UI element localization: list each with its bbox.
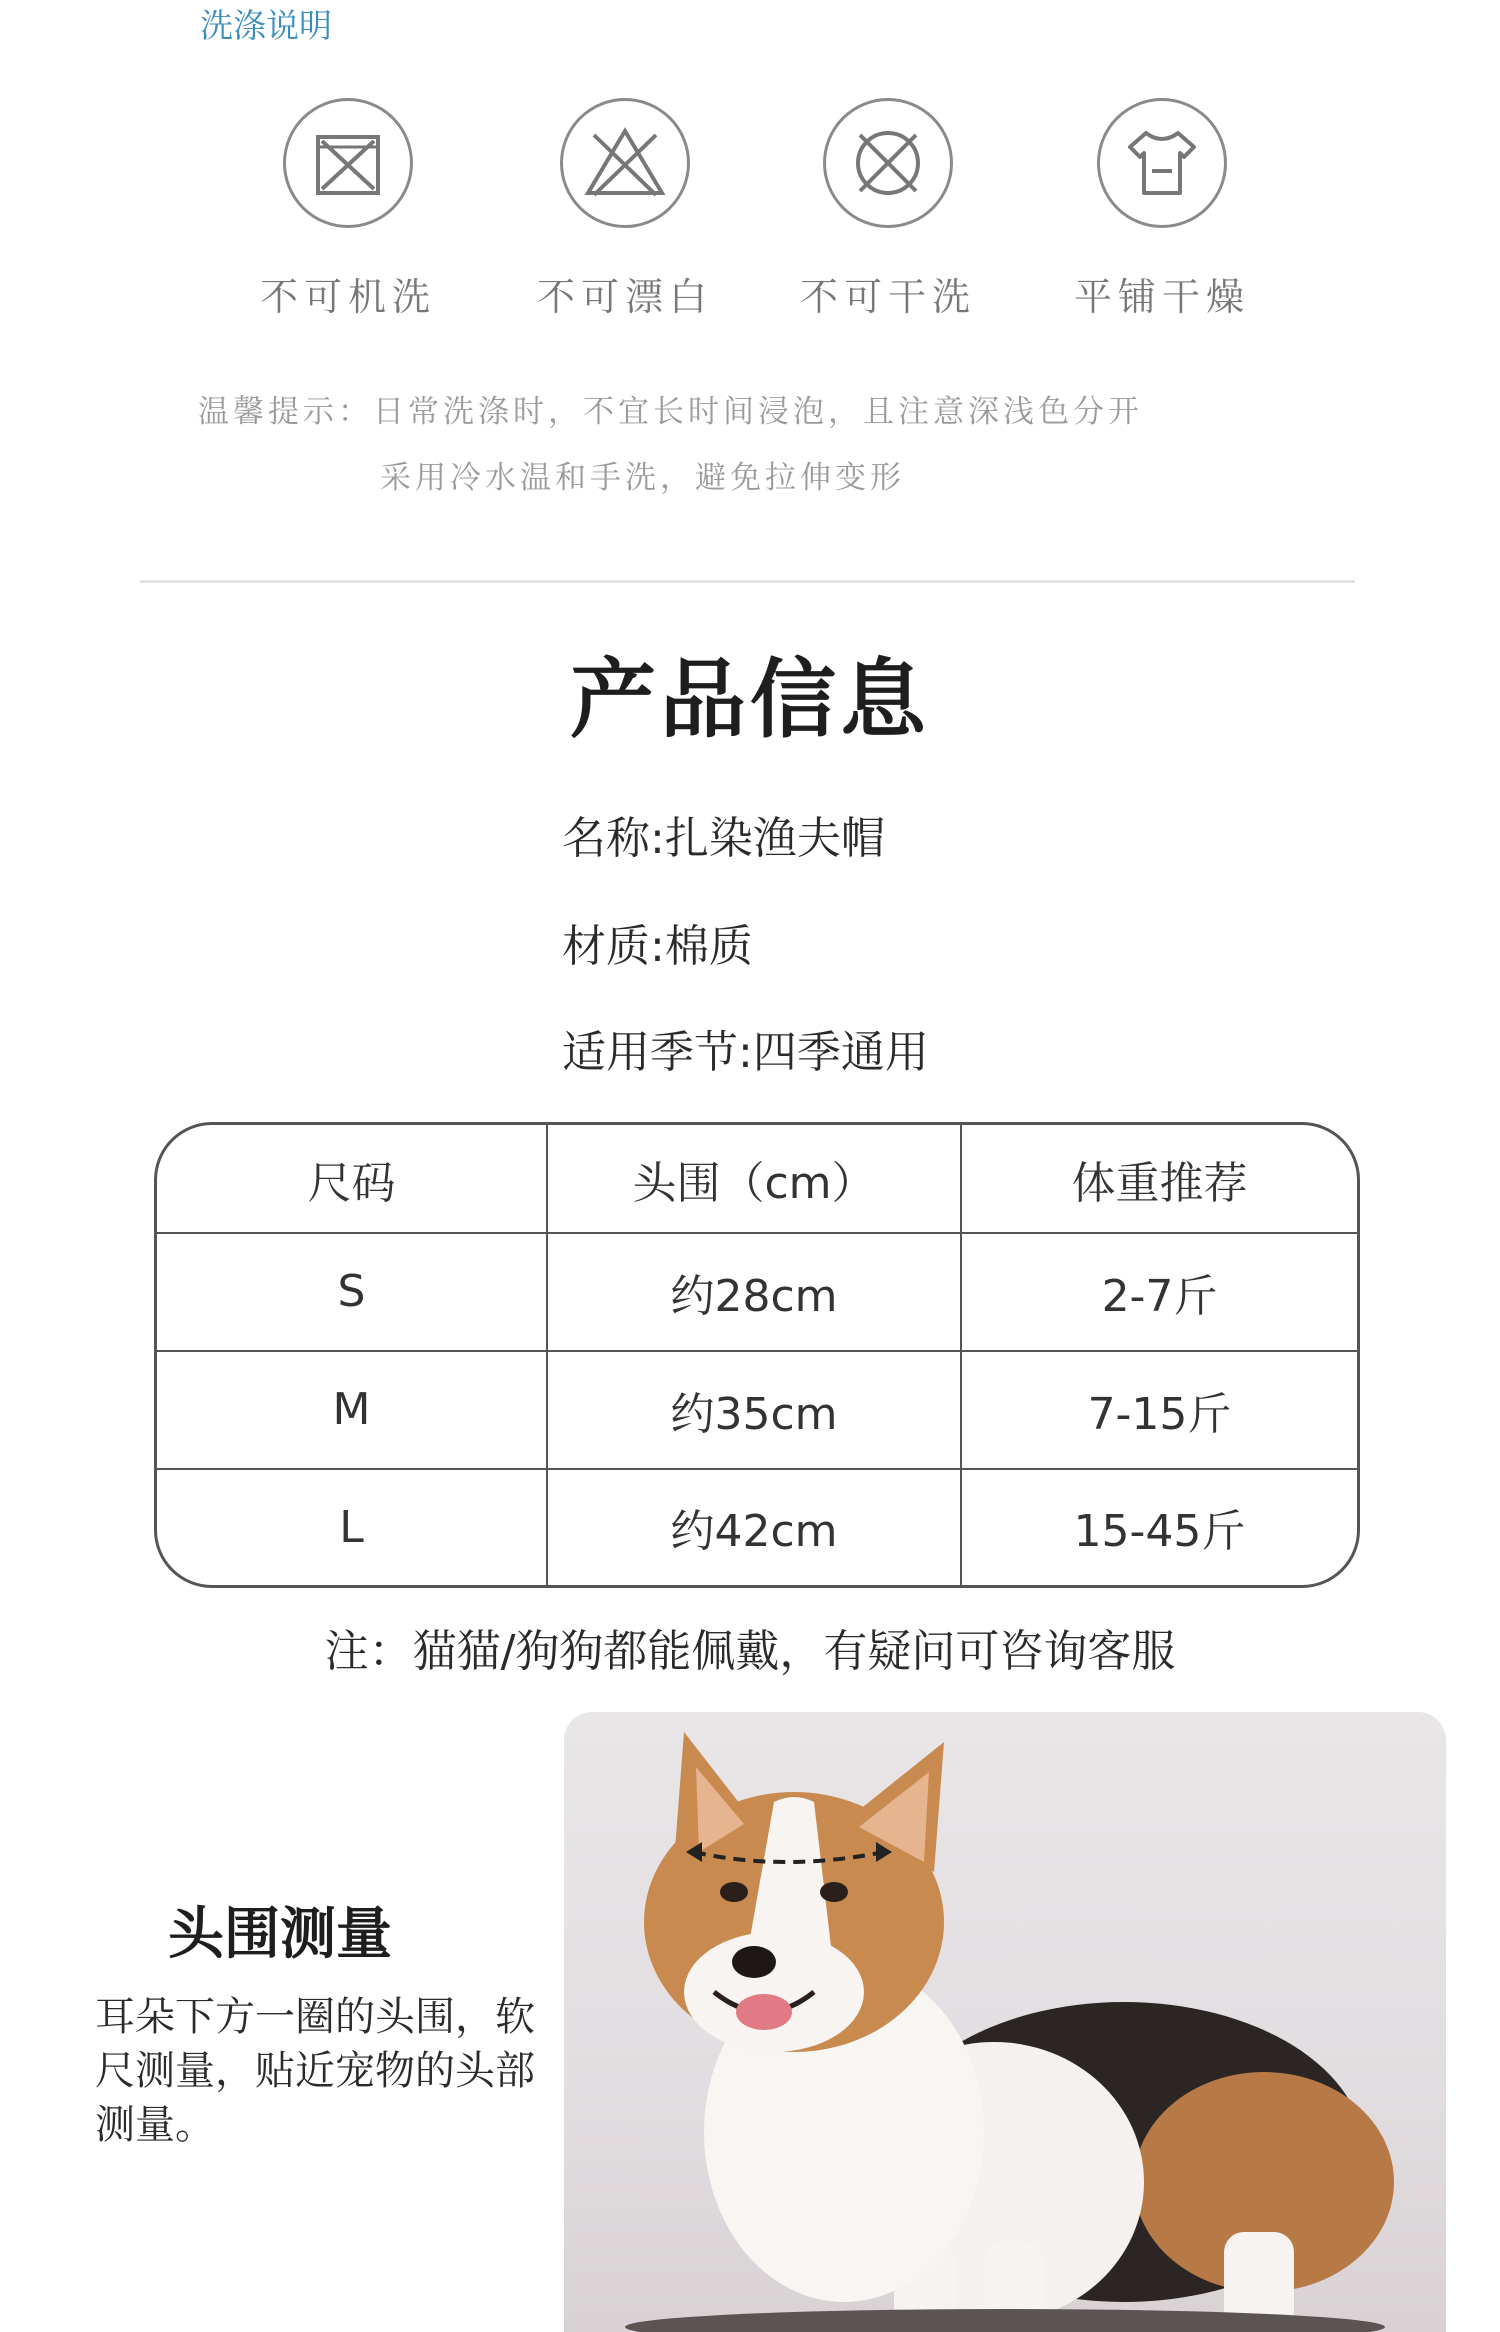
table-header-cell: 体重推荐 [961, 1125, 1357, 1233]
table-header-cell: 尺码 [157, 1125, 547, 1233]
table-cell: L [157, 1469, 547, 1585]
table-cell: 15-45斤 [1073, 1506, 1246, 1558]
section-divider [140, 580, 1355, 583]
care-label: 不可漂白 [536, 275, 713, 319]
dry-flat-icon [1097, 98, 1227, 228]
no-machine-wash-icon [283, 98, 413, 228]
care-label: 不可机洗 [259, 275, 436, 319]
table-row [157, 1233, 1357, 1351]
product-season: 适用季节:四季通用 [562, 1027, 929, 1078]
table-cell: 约28cm [547, 1233, 961, 1351]
table-header-row [157, 1125, 1357, 1233]
care-tip-line2: 采用冷水温和手洗，避免拉伸变形 [380, 460, 905, 496]
product-title: 产品信息 [570, 650, 930, 750]
product-name: 名称:扎染渔夫帽 [562, 813, 885, 864]
care-tip-line1: 温馨提示：日常洗涤时，不宜长时间浸泡，且注意深浅色分开 [198, 394, 1143, 430]
size-table [154, 1122, 1360, 1588]
table-row [157, 1351, 1357, 1469]
table-cell: 约42cm [547, 1469, 961, 1585]
corgi-photo [564, 1712, 1446, 2332]
table-header-cell: 头围（cm） [547, 1125, 961, 1233]
care-item-dry-flat [1052, 98, 1272, 321]
table-cell: 7-15斤 [961, 1351, 1357, 1469]
no-bleach-icon [560, 98, 690, 228]
measure-description: 耳朵下方一圈的头围，软尺测量，贴近宠物的头部测量。 [95, 1994, 535, 2148]
care-label: 不可干洗 [799, 275, 976, 319]
no-dry-clean-icon [823, 98, 953, 228]
corgi-illustration [564, 1712, 1446, 2332]
table-cell: 约35cm [547, 1351, 961, 1469]
measure-title: 头围测量 [168, 1902, 392, 1967]
product-material: 材质:棉质 [562, 921, 753, 972]
care-item-no-bleach [515, 98, 735, 321]
table-cell: 2-7斤 [961, 1233, 1357, 1351]
care-title: 洗涤说明 [200, 6, 332, 45]
wear-note: 注：猫猫/狗狗都能佩戴，有疑问可咨询客服 [324, 1626, 1176, 1677]
care-item-no-dry-clean [778, 98, 998, 321]
table-cell: S [157, 1233, 547, 1351]
table-cell: M [157, 1351, 547, 1469]
care-label: 平铺干燥 [1073, 275, 1250, 319]
care-item-no-machine-wash [238, 98, 458, 321]
table-row [157, 1469, 1357, 1585]
